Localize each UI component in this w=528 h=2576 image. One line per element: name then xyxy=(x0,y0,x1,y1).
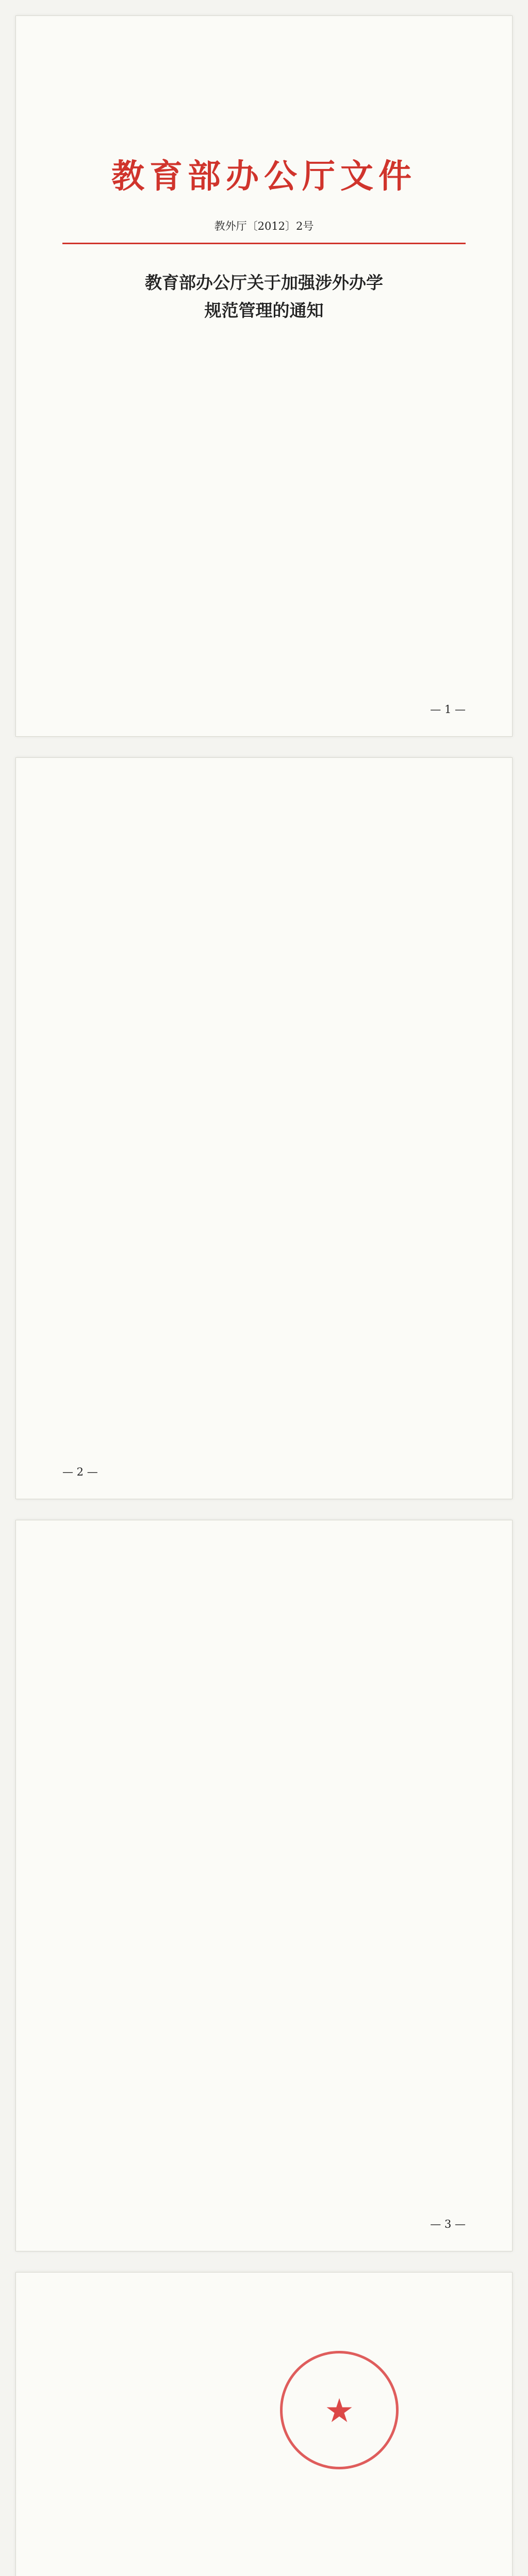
closing-paragraph xyxy=(62,2303,466,2330)
document-page-1 xyxy=(15,15,513,737)
page-number: — 3 — xyxy=(430,2218,466,2230)
body-paragraph xyxy=(62,1551,466,1578)
section-heading xyxy=(62,976,466,1003)
notice-title-line-1: 教育部办公厅关于加强涉外办学 xyxy=(145,273,383,293)
body-paragraph xyxy=(62,950,466,976)
body-paragraph xyxy=(62,1605,466,1632)
issuer-heading: 教育部办公厅文件 xyxy=(111,157,417,196)
body-paragraph xyxy=(62,415,466,442)
document-page-3 xyxy=(15,1520,513,2251)
signature-area xyxy=(62,2351,466,2567)
body-paragraph xyxy=(62,1712,466,1739)
addressee xyxy=(62,335,466,362)
section-heading xyxy=(62,1578,466,1605)
seal-star-icon: ★ xyxy=(324,2392,354,2430)
body-paragraph xyxy=(62,842,466,869)
body-paragraph xyxy=(62,1739,466,1766)
body-paragraph xyxy=(62,789,466,816)
section-heading xyxy=(62,1685,466,1712)
red-divider xyxy=(62,243,466,244)
section-heading xyxy=(62,1632,466,1658)
body-paragraph xyxy=(62,896,466,923)
body-paragraph xyxy=(62,362,466,388)
document-number: 教外厅〔2012〕2号 xyxy=(214,220,314,232)
official-seal xyxy=(280,2351,399,2469)
page-number: — 1 — xyxy=(430,703,466,716)
document-page-4 xyxy=(15,2272,513,2576)
section-heading xyxy=(62,869,466,896)
body-paragraph xyxy=(62,388,466,415)
body-paragraph xyxy=(62,1658,466,1685)
page-number: — 2 — xyxy=(62,1466,98,1478)
section-heading xyxy=(62,923,466,950)
document-page-2 xyxy=(15,757,513,1499)
section-heading xyxy=(62,816,466,842)
notice-title-line-2: 规范管理的通知 xyxy=(204,300,324,320)
